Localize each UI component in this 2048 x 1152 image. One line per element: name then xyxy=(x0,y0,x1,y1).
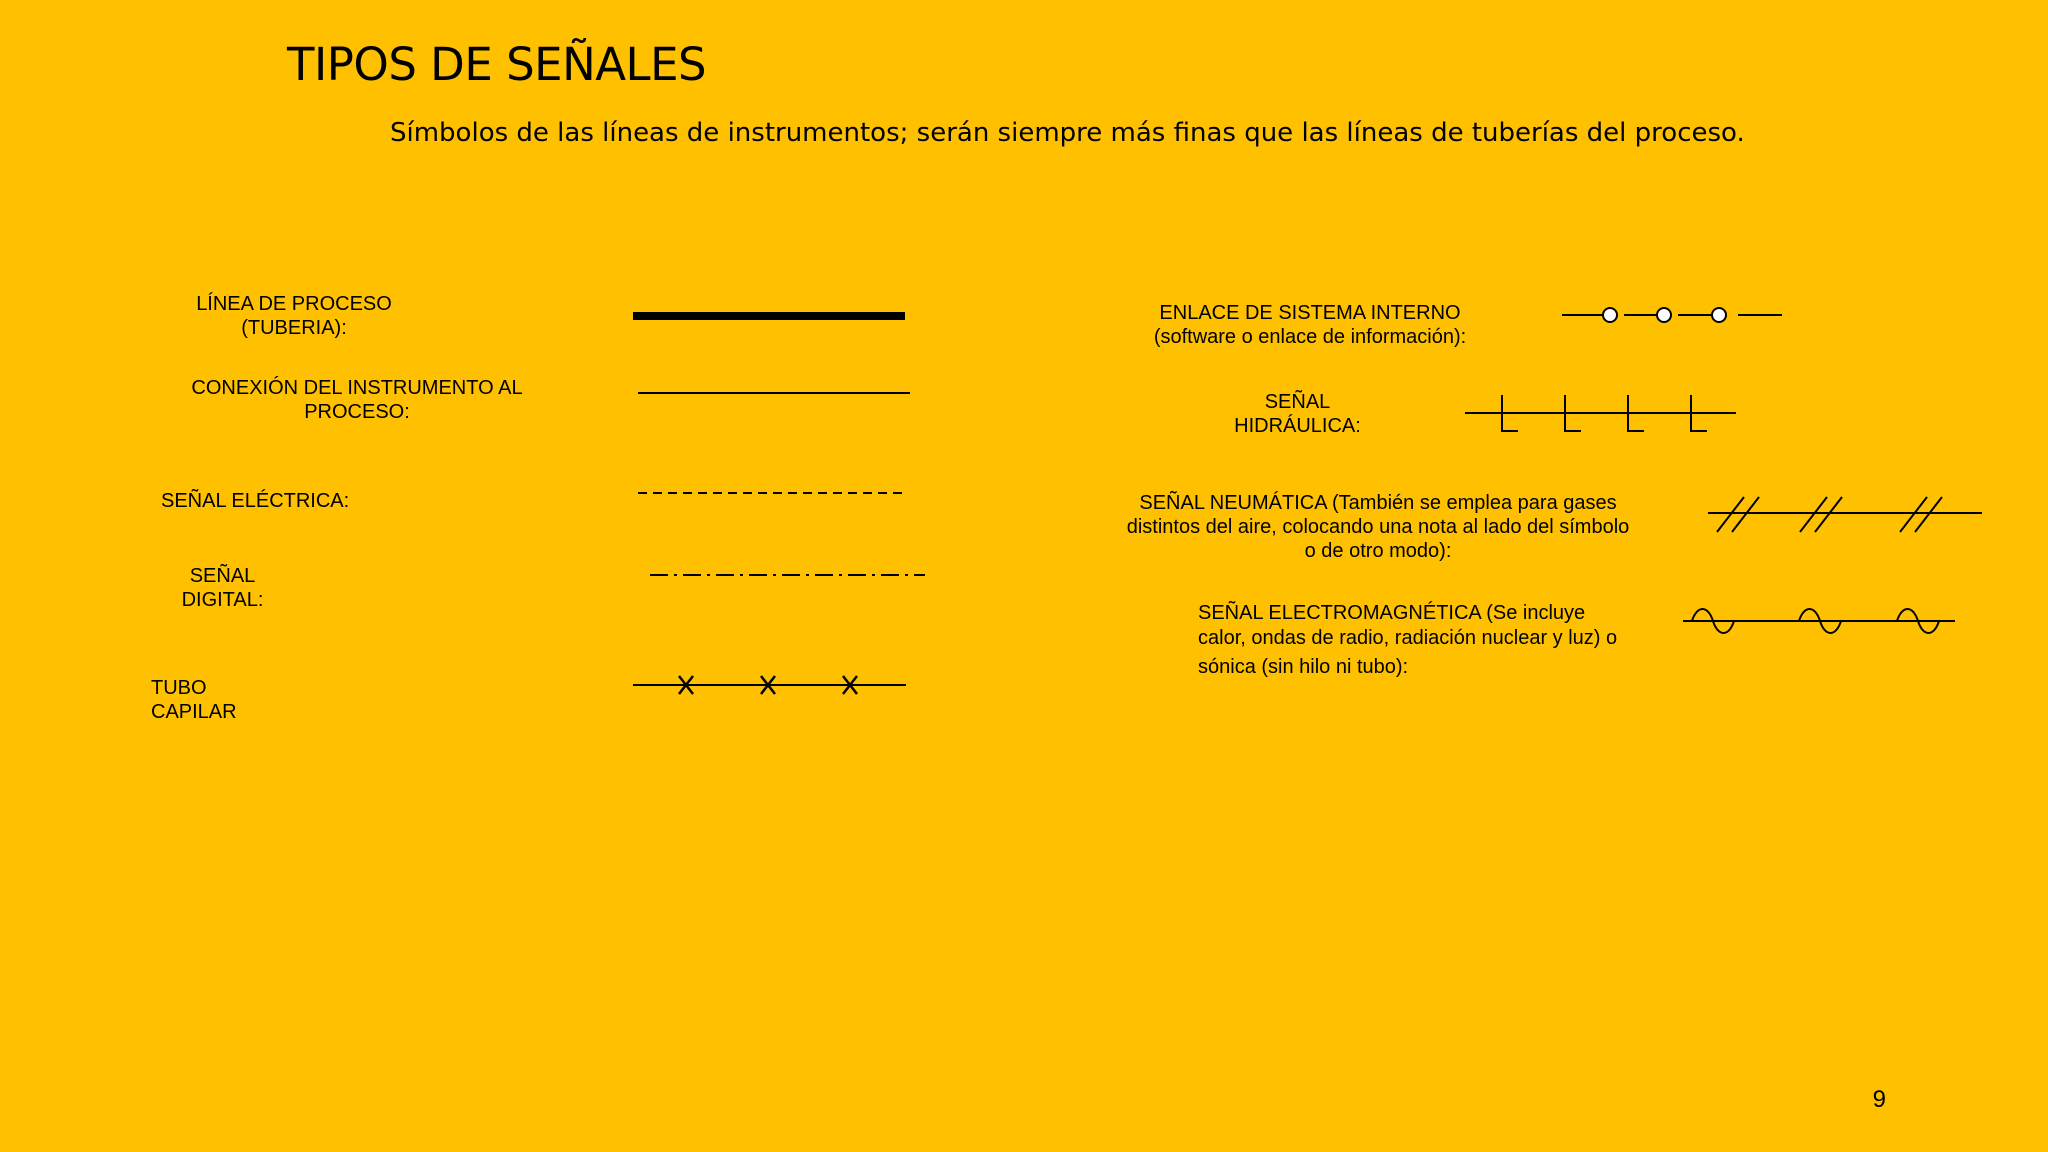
symbol-line-with-sine-waves xyxy=(1680,595,1960,645)
label-line: CONEXIÓN DEL INSTRUMENTO AL xyxy=(191,377,523,399)
label-line: TUBO xyxy=(151,677,207,699)
label-hydraulic-signal xyxy=(1215,390,1380,438)
label-electric-signal xyxy=(161,489,349,513)
label-line: DIGITAL: xyxy=(181,589,264,611)
symbol-line-with-L-marks xyxy=(1462,390,1742,435)
symbol-line-with-circles xyxy=(1560,300,1790,330)
label-line: LÍNEA DE PROCESO xyxy=(196,293,392,315)
slash-mark xyxy=(1732,497,1759,532)
label-line: CAPILAR xyxy=(151,701,237,723)
symbol-line-with-x-marks xyxy=(630,670,910,710)
slash-mark xyxy=(1900,497,1927,532)
label-line: PROCESO: xyxy=(304,401,410,423)
symbol-thick-solid-line xyxy=(630,300,910,330)
symbol-line-with-double-slashes xyxy=(1705,490,1985,535)
slash-mark xyxy=(1800,497,1827,532)
label-line: (software o enlace de información): xyxy=(1153,326,1467,348)
slash-mark xyxy=(1915,497,1942,532)
label-line: SEÑAL ELÉCTRICA: xyxy=(161,490,350,512)
label-line: (TUBERIA): xyxy=(241,317,347,339)
label-line: SEÑAL ELECTROMAGNÉTICA (Se incluye xyxy=(1198,602,1586,624)
symbol-dashed-line xyxy=(630,480,910,510)
label-internal-system-link xyxy=(1130,301,1490,349)
slide-title: TIPOS DE SEÑALES xyxy=(287,38,707,91)
label-line: SEÑAL xyxy=(189,565,256,587)
label-line: calor, ondas de radio, radiación nuclear y luz) o xyxy=(1198,627,1618,649)
link-circle xyxy=(1712,308,1726,322)
label-line: SEÑAL xyxy=(1264,391,1331,413)
slide-subtitle: Símbolos de las líneas de instrumentos; serán siempre más finas que las líneas de tuberías del proceso. xyxy=(390,118,1745,148)
label-line: ENLACE DE SISTEMA INTERNO xyxy=(1159,302,1461,324)
label-process-line xyxy=(170,292,418,340)
link-circle xyxy=(1603,308,1617,322)
slash-mark xyxy=(1815,497,1842,532)
page-number: 9 xyxy=(1872,1086,1886,1113)
label-line: sónica (sin hilo ni tubo): xyxy=(1198,656,1409,678)
label-line: distintos del aire, colocando una nota al lado del símbolo xyxy=(1126,516,1630,538)
slash-mark xyxy=(1717,497,1744,532)
label-capillary-tube xyxy=(151,676,237,724)
label-line: o de otro modo): xyxy=(1304,540,1452,562)
label-line: HIDRÁULICA: xyxy=(1234,415,1361,437)
symbol-thin-solid-line xyxy=(630,380,910,410)
symbol-dash-dot-line xyxy=(640,562,930,592)
label-line: SEÑAL NEUMÁTICA (También se emplea para gases xyxy=(1139,492,1617,514)
label-pneumatic-signal xyxy=(1118,491,1638,563)
label-electromagnetic-signal xyxy=(1198,601,1617,680)
label-digital-signal xyxy=(160,564,285,612)
link-circle xyxy=(1657,308,1671,322)
label-instrument-connection xyxy=(175,376,539,424)
